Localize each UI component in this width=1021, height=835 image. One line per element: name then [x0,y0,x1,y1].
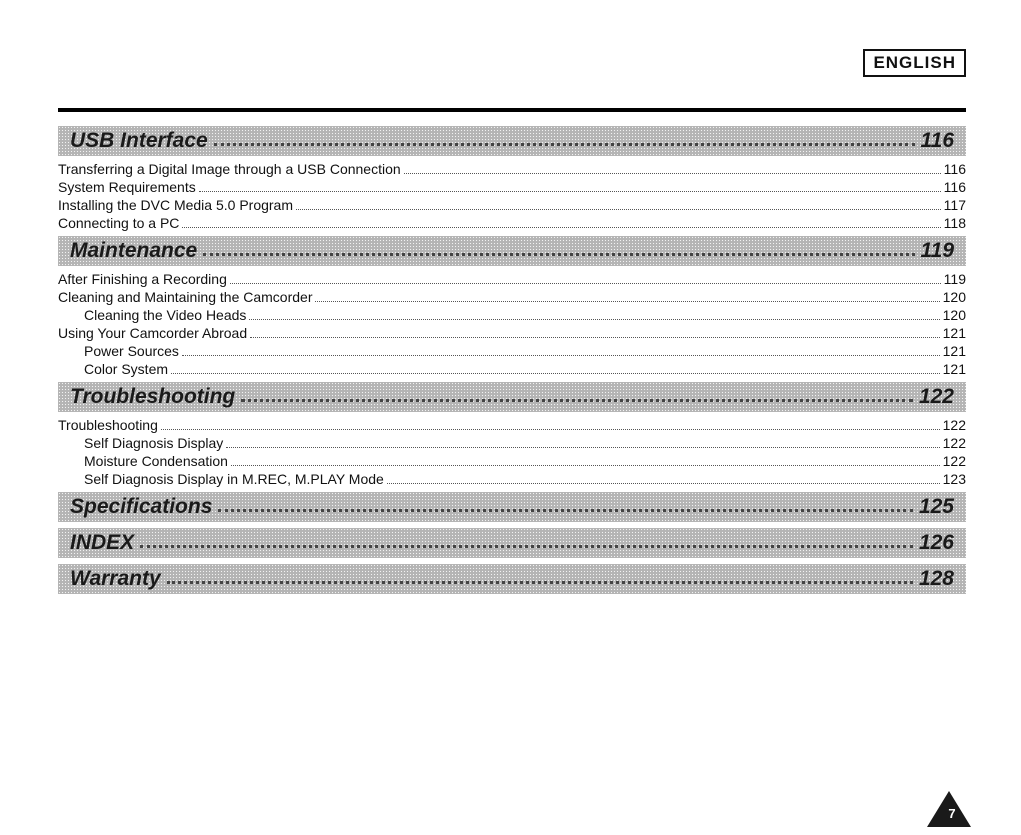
entry-label: Troubleshooting [58,417,158,433]
dot-leader [171,373,940,374]
entry-page: 117 [943,197,966,213]
dot-leader [203,253,914,256]
entry-label: Transferring a Digital Image through a USB Connection [58,161,401,177]
entry-label: Cleaning the Video Heads [84,307,247,323]
toc-entry[interactable] [58,196,966,214]
toc-entry[interactable] [58,288,966,306]
entry-page: 121 [942,361,966,377]
dot-leader [226,447,939,448]
dot-leader [404,173,941,174]
dot-leader [140,545,913,548]
entry-label: System Requirements [58,179,196,195]
section-header[interactable] [58,236,966,266]
entry-label: Connecting to a PC [58,215,180,231]
toc-entry[interactable] [58,214,966,232]
section-title: Troubleshooting [70,385,236,408]
dot-leader [182,227,940,228]
section-page: 128 [918,567,954,590]
page-number: 7 [948,806,956,821]
section-title: Specifications [70,495,213,518]
dot-leader [218,509,913,512]
table-of-contents [58,126,966,598]
toc-entry[interactable] [58,324,966,342]
section-title: Warranty [70,567,161,590]
entry-page: 122 [942,453,966,469]
entry-label: Self Diagnosis Display in M.REC, M.PLAY Mode [84,471,384,487]
entry-page: 121 [942,325,966,341]
toc-entry[interactable] [58,178,966,196]
section-title: Maintenance [70,239,198,262]
section-page: 119 [920,239,954,262]
dot-leader [387,483,940,484]
entry-page: 119 [943,271,966,287]
section-header[interactable] [58,382,966,412]
toc-entry[interactable] [58,306,966,324]
entry-label: Using Your Camcorder Abroad [58,325,248,341]
section-title: USB Interface [70,129,208,152]
section-title: INDEX [70,531,135,554]
dot-leader [161,429,940,430]
dot-leader [241,399,913,402]
header-rule [58,108,966,112]
entry-list [58,416,966,488]
toc-entry[interactable] [58,452,966,470]
section-header[interactable] [58,126,966,156]
toc-entry[interactable] [58,342,966,360]
dot-leader [182,355,940,356]
section-page: 126 [918,531,954,554]
section-header[interactable] [58,564,966,594]
entry-page: 121 [942,343,966,359]
dot-leader [230,283,941,284]
section-page: 116 [920,129,954,152]
entry-list [58,270,966,378]
entry-label: Self Diagnosis Display [84,435,224,451]
entry-page: 116 [943,161,966,177]
section-page: 125 [918,495,954,518]
section-header[interactable] [58,492,966,522]
dot-leader [249,319,939,320]
toc-entry[interactable] [58,470,966,488]
toc-entry[interactable] [58,416,966,434]
dot-leader [315,301,939,302]
dot-leader [167,581,913,584]
entry-page: 118 [943,215,966,231]
entry-label: Power Sources [84,343,179,359]
entry-label: Moisture Condensation [84,453,228,469]
entry-page: 122 [942,417,966,433]
entry-label: Color System [84,361,169,377]
entry-page: 122 [942,435,966,451]
toc-entry[interactable] [58,434,966,452]
entry-list [58,160,966,232]
entry-page: 116 [943,179,966,195]
entry-label: Cleaning and Maintaining the Camcorder [58,289,313,305]
entry-label: Installing the DVC Media 5.0 Program [58,197,293,213]
dot-leader [231,465,940,466]
language-label: ENGLISH [863,49,966,77]
toc-entry[interactable] [58,160,966,178]
entry-label: After Finishing a Recording [58,271,227,287]
dot-leader [214,143,915,146]
toc-entry[interactable] [58,270,966,288]
dot-leader [199,191,941,192]
entry-page: 123 [942,471,966,487]
section-header[interactable] [58,528,966,558]
dot-leader [250,337,940,338]
entry-page: 120 [942,307,966,323]
entry-page: 120 [942,289,966,305]
section-page: 122 [918,385,954,408]
toc-entry[interactable] [58,360,966,378]
dot-leader [296,209,941,210]
